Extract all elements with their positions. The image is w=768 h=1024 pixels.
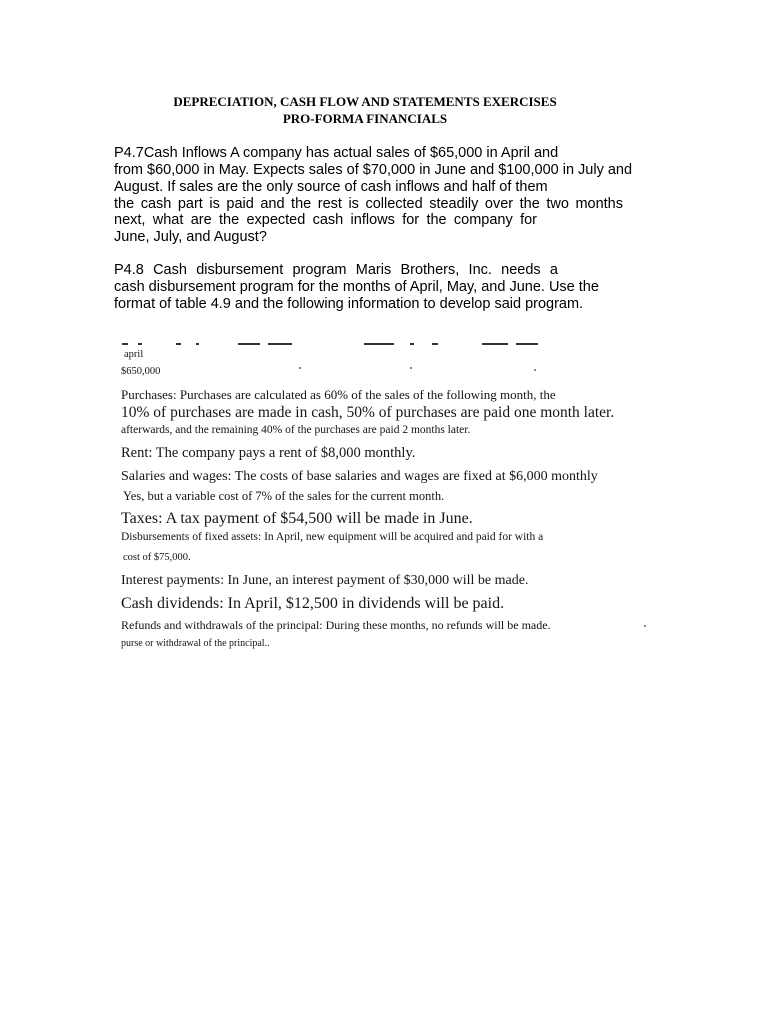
problem-4-8-line: P4.8 Cash disbursement program Maris Brothers, Inc. needs a	[114, 262, 558, 278]
heading-subtitle: PRO-FORMA FINANCIALS	[282, 111, 448, 126]
problem-4-7-line: the cash part is paid and the rest is collected steadily over the two months	[114, 196, 623, 212]
fixed-assets-line: cost of $75,000.	[123, 552, 191, 563]
fixed-assets-line: Disbursements of fixed assets: In April, new equipment will be acquired and paid for with a	[121, 531, 544, 543]
problem-4-7-line: next, what are the expected cash inflows for the company for	[114, 212, 537, 228]
refunds-line: purse or withdrawal of the principal..	[121, 638, 270, 649]
purchases-line: afterwards, and the remaining 40% of the purchases are paid 2 months later.	[121, 424, 471, 436]
rent-line: Rent: The company pays a rent of $8,000 monthly.	[121, 445, 416, 461]
salaries-line: Yes, but a variable cost of 7% of the sales for the current month.	[123, 489, 445, 503]
problem-4-7-line: August. If sales are the only source of cash inflows and half of them	[114, 179, 548, 195]
taxes-line: Taxes: A tax payment of $54,500 will be made in June.	[121, 510, 473, 527]
interest-line: Interest payments: In June, an interest payment of $30,000 will be made.	[121, 573, 529, 588]
problem-4-7-line: from $60,000 in May. Expects sales of $70,000 in June and $100,000 in July and	[114, 162, 633, 178]
heading-title: DEPRECIATION, CASH FLOW AND STATEMENTS EXERCISES	[173, 94, 557, 109]
salaries-line: Salaries and wages: The costs of base salaries and wages are fixed at $6,000 monthly	[121, 469, 598, 484]
problem-4-7-line: P4.7Cash Inflows A company has actual sales of $65,000 in April and	[114, 145, 559, 161]
refunds-line: Refunds and withdrawals of the principal: During these months, no refunds will be made.	[121, 618, 551, 632]
problem-4-7-line: June, July, and August?	[114, 229, 267, 245]
scan-label-april: april	[124, 349, 144, 360]
purchases-line: 10% of purchases are made in cash, 50% of purchases are paid one month later.	[121, 404, 615, 421]
problem-4-8-line: format of table 4.9 and the following information to develop said program.	[114, 296, 584, 312]
scan-sales-amount: $650,000	[121, 366, 161, 377]
problem-4-8-line: cash disbursement program for the months of April, May, and June. Use the	[114, 279, 599, 295]
purchases-line: Purchases: Purchases are calculated as 60% of the sales of the following month, the	[121, 387, 556, 402]
dividends-line: Cash dividends: In April, $12,500 in dividends will be paid.	[121, 595, 505, 612]
